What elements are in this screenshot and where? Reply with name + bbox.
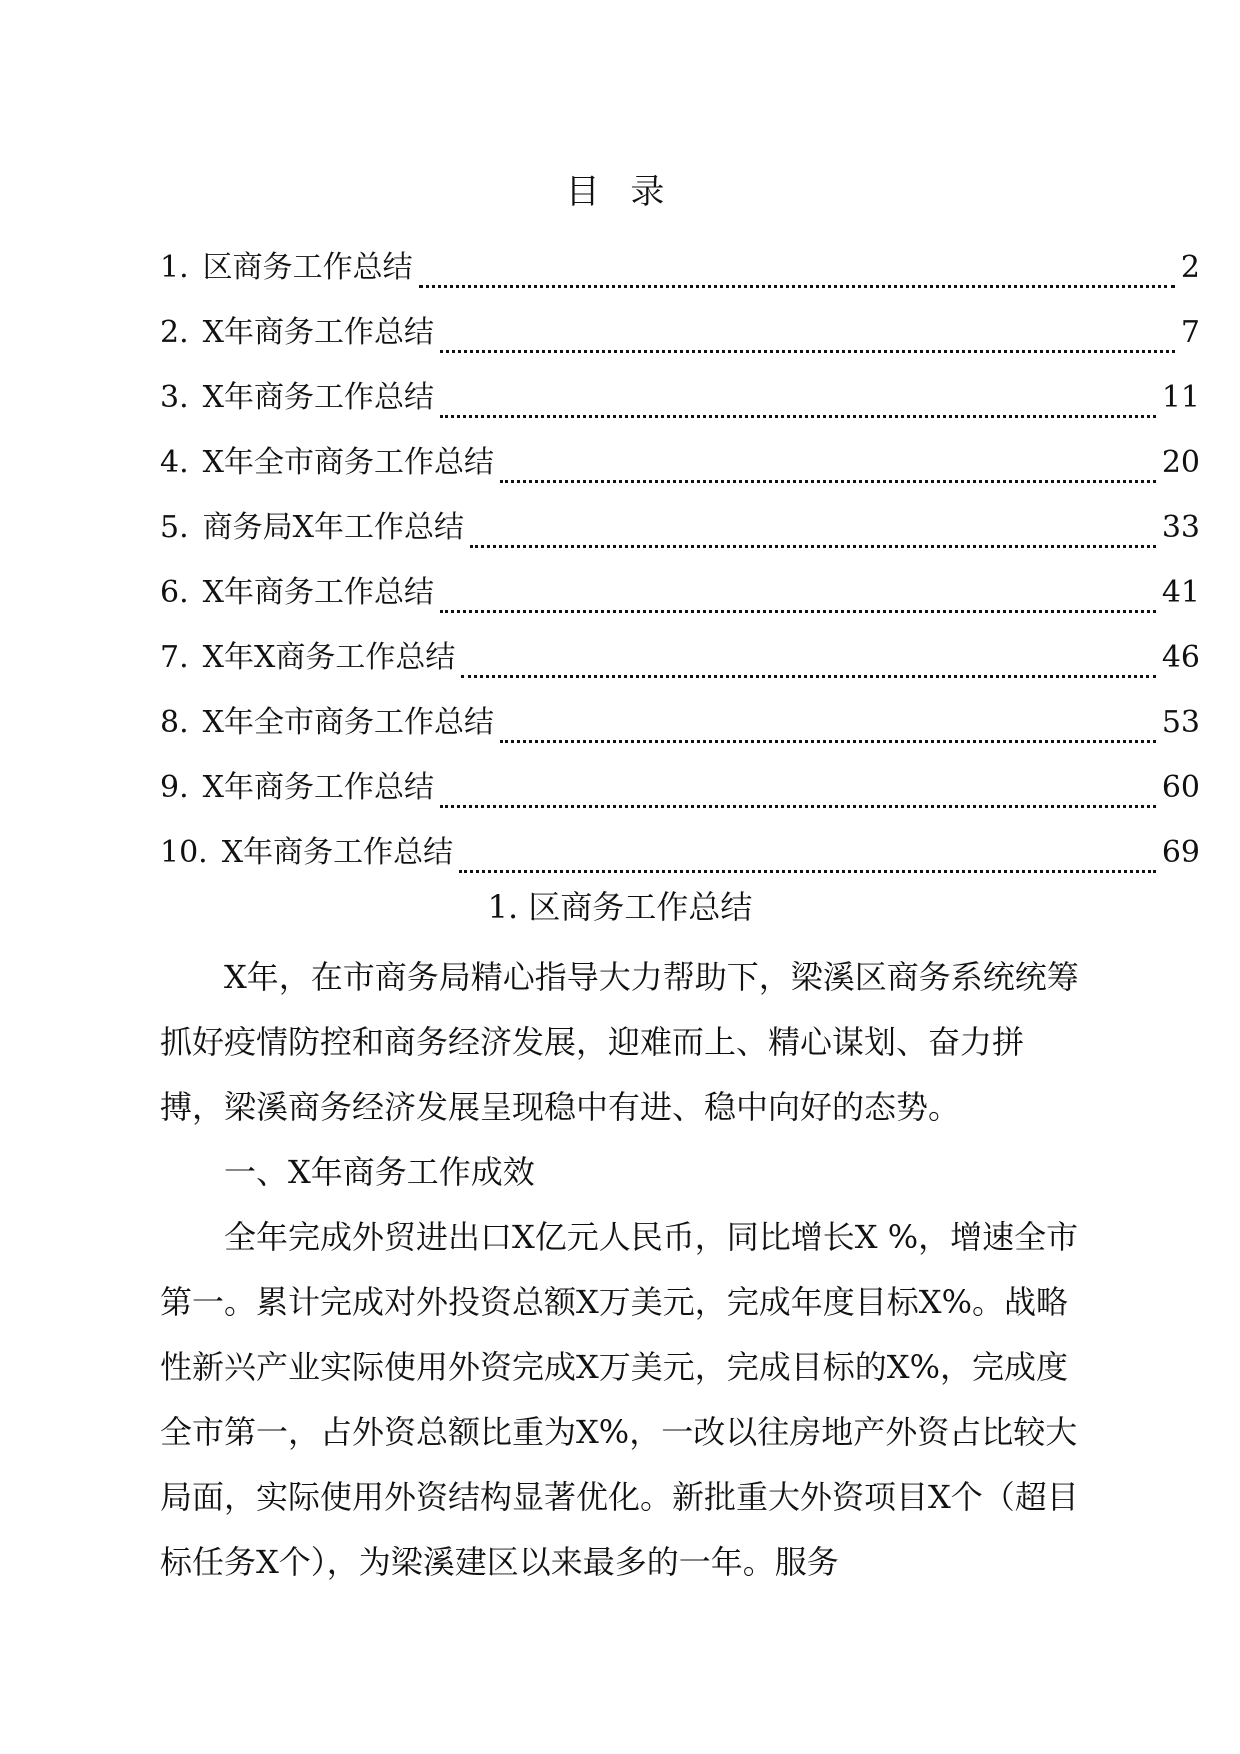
toc-entry[interactable] — [160, 495, 1200, 560]
paragraph: 全年完成外贸进出口X亿元人民币，同比增长X %，增速全市第一。累计完成对外投资总额X万美元，完成年度目标X%。战略性新兴产业实际使用外资完成X万美元，完成目标的X%，完成度全市第一，占外资总额比重为X%，一改以往房地产外资占比较大局面，实际使用外资结构显著优化。新批重大外资项目X个（超目标任务X个），为梁溪建区以来最多的一年。服务 — [160, 1218, 1079, 1581]
toc-entry-number: 8. — [160, 704, 189, 740]
toc-dot-leader — [461, 674, 1155, 678]
toc-entry-number: 10. — [160, 834, 208, 870]
toc-entry[interactable] — [160, 755, 1200, 820]
toc-entry-page: 41 — [1161, 574, 1200, 610]
toc-dot-leader — [440, 349, 1175, 353]
toc-dot-leader — [470, 544, 1156, 548]
toc-entry-title: X年商务工作总结 — [202, 769, 434, 805]
toc-entry[interactable] — [160, 430, 1200, 495]
toc-dot-leader — [419, 284, 1175, 288]
toc-entry-number: 3. — [160, 379, 189, 415]
section-heading: 1. 区商务工作总结 — [487, 888, 753, 926]
toc-entry-title: X年X商务工作总结 — [202, 639, 456, 675]
toc-entry-page: 7 — [1180, 314, 1200, 350]
toc-entry-number: 2. — [160, 314, 189, 350]
toc-dot-leader — [500, 739, 1156, 743]
toc-entry-page: 53 — [1161, 704, 1200, 740]
toc-entry-page: 2 — [1180, 249, 1200, 285]
toc-entry-number: 7. — [160, 639, 189, 675]
toc-entry-title: X年商务工作总结 — [202, 574, 434, 610]
toc-title: 目 录 — [565, 172, 675, 212]
toc-entry-page: 60 — [1161, 769, 1200, 805]
toc-entry-title: X年商务工作总结 — [202, 379, 434, 415]
section-body — [160, 945, 1080, 1595]
toc-entry[interactable] — [160, 365, 1200, 430]
toc-dot-leader — [500, 479, 1156, 483]
toc-entry-title: 区商务工作总结 — [202, 249, 413, 285]
toc-dot-leader — [440, 804, 1156, 808]
toc-entry-page: 69 — [1161, 834, 1200, 870]
toc-entry-page: 33 — [1161, 509, 1200, 545]
toc-entry[interactable] — [160, 690, 1200, 755]
paragraph: X年，在市商务局精心指导大力帮助下，梁溪区商务系统统筹抓好疫情防控和商务经济发展，迎难而上、精心谋划、奋力拼搏，梁溪商务经济发展呈现稳中有进、稳中向好的态势。 — [160, 958, 1079, 1126]
toc-entry[interactable] — [160, 300, 1200, 365]
table-of-contents — [160, 235, 1200, 885]
toc-entry-title: X年全市商务工作总结 — [202, 444, 494, 480]
toc-dot-leader — [440, 414, 1156, 418]
toc-entry-title: X年商务工作总结 — [202, 314, 434, 350]
toc-entry[interactable] — [160, 560, 1200, 625]
toc-entry-page: 20 — [1161, 444, 1200, 480]
toc-entry-title: X年商务工作总结 — [221, 834, 454, 870]
toc-entry-title: 商务局X年工作总结 — [202, 509, 464, 545]
toc-entry[interactable] — [160, 820, 1200, 885]
toc-entry-number: 5. — [160, 509, 189, 545]
toc-dot-leader — [459, 869, 1156, 873]
toc-entry-number: 6. — [160, 574, 189, 610]
toc-entry-number: 9. — [160, 769, 189, 805]
toc-entry-title: X年全市商务工作总结 — [202, 704, 494, 740]
toc-entry-number: 1. — [160, 249, 189, 285]
toc-entry-page: 11 — [1161, 379, 1200, 415]
subheading: 一、X年商务工作成效 — [224, 1153, 535, 1191]
toc-entry-number: 4. — [160, 444, 189, 480]
toc-dot-leader — [440, 609, 1156, 613]
toc-entry[interactable] — [160, 625, 1200, 690]
toc-entry-page: 46 — [1161, 639, 1200, 675]
toc-entry[interactable] — [160, 235, 1200, 300]
